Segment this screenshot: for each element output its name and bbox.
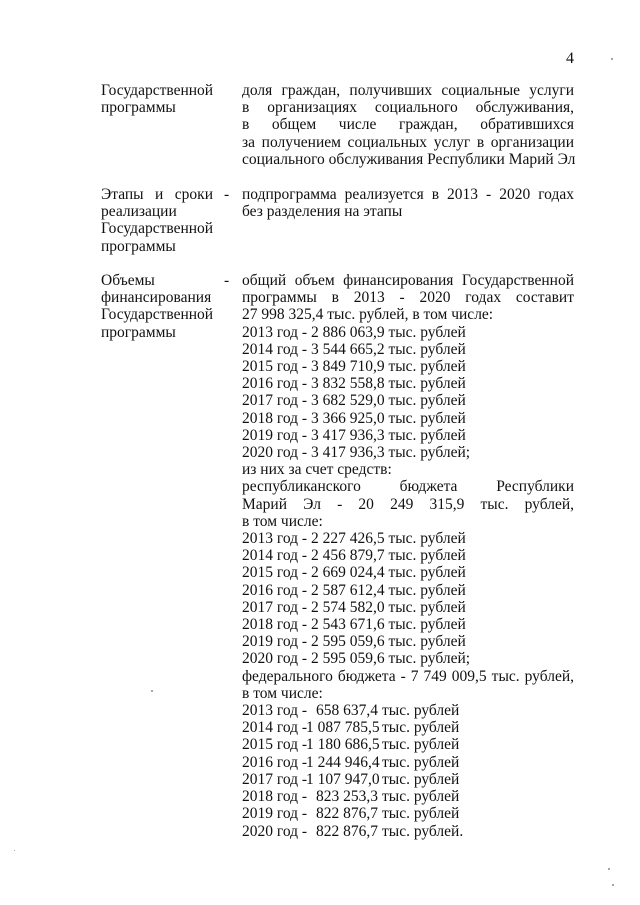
label-line: Объемы	[101, 272, 155, 289]
total-year-line: 2019 год - 3 417 936,3 тыс. рублей	[242, 426, 466, 444]
federal-year-line	[242, 736, 574, 753]
year: 2013 год -	[242, 702, 308, 720]
year: 2015 год -	[242, 736, 308, 754]
amount: 1 244 946,4	[306, 753, 380, 771]
republic-year-line: 2013 год - 2 227 426,5 тыс. рублей	[242, 530, 466, 548]
federal-year-line	[242, 702, 574, 719]
sources-intro: из них за счет средств:	[242, 461, 392, 479]
section-content	[242, 186, 574, 220]
amount: 1 107 947,0	[306, 770, 380, 788]
unit: тыс. рублей.	[382, 822, 464, 840]
label-line: Этапы и сроки	[101, 186, 213, 203]
section-content	[242, 272, 574, 840]
total-year-line: 2014 год - 3 544 665,2 тыс. рублей	[242, 340, 466, 358]
text-line: 27 998 325,4 тыс. рублей, в том числе:	[242, 306, 494, 324]
scan-speck	[611, 58, 613, 60]
unit: тыс. рублей	[382, 753, 460, 771]
republic-year-line: 2018 год - 2 543 671,6 тыс. рублей	[242, 616, 466, 634]
dash: -	[224, 272, 230, 289]
text-line: социального обслуживания Республики Марий Эл	[242, 150, 576, 168]
text-line: программы в 2013 - 2020 годах составит	[242, 289, 574, 307]
total-year-line: 2017 год - 3 682 529,0 тыс. рублей	[242, 392, 466, 410]
total-year-line: 2020 год - 3 417 936,3 тыс. рублей;	[242, 444, 471, 462]
republic-year-line: 2019 год - 2 595 059,6 тыс. рублей	[242, 633, 466, 651]
republic-year-line: 2017 год - 2 574 582,0 тыс. рублей	[242, 598, 466, 616]
dash: -	[224, 186, 230, 203]
text-line: в том числе:	[242, 512, 323, 530]
text-line: доля граждан, получивших социальные услуги	[242, 82, 574, 99]
total-year-line: 2013 год - 2 886 063,9 тыс. рублей	[242, 323, 466, 341]
text-line: в организациях социального обслуживания,	[242, 99, 574, 117]
unit: тыс. рублей	[382, 719, 460, 737]
amount: 1 087 785,5	[306, 719, 380, 737]
amount: 1 180 686,5	[306, 736, 380, 754]
year: 2018 год -	[242, 788, 308, 806]
label-line: программы	[101, 237, 176, 255]
unit: тыс. рублей	[382, 788, 460, 806]
unit: тыс. рублей	[382, 736, 460, 754]
scan-speck	[14, 850, 15, 851]
text-line: федерального бюджета - 7 749 009,5 тыс. рублей,	[242, 667, 574, 685]
section-label	[101, 186, 221, 255]
year: 2017 год -	[242, 770, 308, 788]
text-line: республиканского бюджета Республики	[242, 478, 574, 496]
federal-year-line	[242, 805, 574, 822]
federal-year-line	[242, 719, 574, 736]
scan-speck	[608, 868, 610, 870]
year: 2014 год -	[242, 719, 308, 737]
page-number: 4	[566, 50, 574, 67]
label-line: Государственной	[101, 306, 214, 324]
text-line: в общем числе граждан, обратившихся	[242, 116, 574, 134]
republic-year-line: 2020 год - 2 595 059,6 тыс. рублей;	[242, 650, 471, 668]
amount: 658 637,4	[316, 702, 378, 720]
label-line: Государственной	[101, 220, 214, 238]
amount: 823 253,3	[316, 788, 378, 806]
text-line: без разделения на этапы	[242, 203, 403, 221]
republic-year-line: 2014 год - 2 456 879,7 тыс. рублей	[242, 547, 466, 565]
label-line: программы	[101, 99, 176, 117]
total-year-line: 2018 год - 3 366 925,0 тыс. рублей	[242, 409, 466, 427]
text-line: общий объем финансирования Государственной	[242, 272, 574, 289]
label-line: программы	[101, 323, 176, 341]
section-content	[242, 82, 574, 168]
federal-year-line	[242, 754, 574, 771]
republic-year-line: 2015 год - 2 669 024,4 тыс. рублей	[242, 564, 466, 582]
year: 2019 год -	[242, 805, 308, 823]
label-line: реализации	[101, 203, 177, 221]
text-line: в том числе:	[242, 684, 323, 702]
federal-year-line	[242, 823, 574, 840]
amount: 822 876,7	[316, 805, 378, 823]
unit: тыс. рублей	[382, 805, 460, 823]
unit: тыс. рублей	[382, 702, 460, 720]
text-line: подпрограмма реализуется в 2013 - 2020 годах	[242, 186, 574, 203]
text-line: Марий Эл - 20 249 315,9 тыс. рублей,	[242, 495, 574, 513]
label-line: финансирования	[101, 289, 212, 307]
federal-year-line	[242, 788, 574, 805]
section-label	[101, 272, 221, 341]
unit: тыс. рублей	[382, 770, 460, 788]
text-line: за получением социальных услуг в организации	[242, 133, 574, 151]
label-line: Государственной	[101, 82, 214, 99]
amount: 822 876,7	[316, 822, 378, 840]
section-label	[101, 82, 221, 116]
year: 2020 год -	[242, 822, 308, 840]
total-year-line: 2016 год - 3 832 558,8 тыс. рублей	[242, 375, 466, 393]
total-year-line: 2015 год - 3 849 710,9 тыс. рублей	[242, 358, 466, 376]
federal-year-line	[242, 771, 574, 788]
scan-speck	[612, 884, 614, 886]
scan-speck	[151, 690, 153, 692]
year: 2016 год -	[242, 753, 308, 771]
republic-year-line: 2016 год - 2 587 612,4 тыс. рублей	[242, 581, 466, 599]
